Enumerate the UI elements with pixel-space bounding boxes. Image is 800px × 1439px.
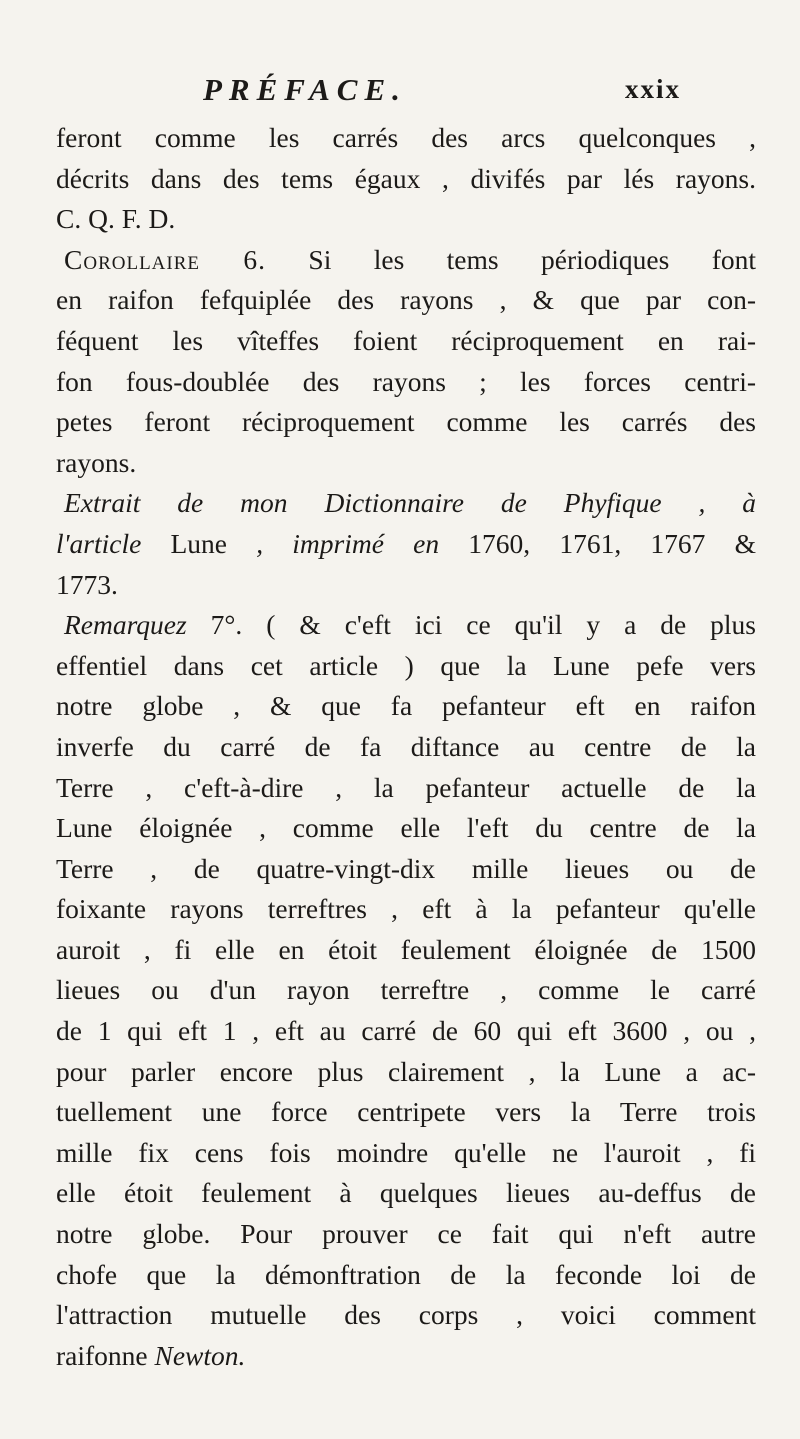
text-line: décrits dans des tems égaux , divifés par lés rayons. <box>56 162 756 194</box>
text-run: , imprimé en <box>227 527 469 559</box>
body-text <box>56 118 756 1376</box>
text-line: Terre , de quatre-vingt-dix mille lieues ou de <box>56 852 756 884</box>
text-run: Lune <box>170 527 228 559</box>
text-line: en raifon fefquiplée des rayons , & que par con- <box>56 284 756 316</box>
text-line: pour parler encore plus clairement , la Lune a ac- <box>56 1055 756 1087</box>
remark-heading: Remarquez <box>64 609 187 641</box>
page-number: xxix <box>625 74 682 104</box>
text-line: de 1 qui eft 1 , eft au carré de 60 qui eft 3600 , ou , <box>56 1015 756 1047</box>
text-line <box>56 605 756 646</box>
text-run: raifonne <box>56 1339 155 1371</box>
text-line <box>56 1336 756 1377</box>
text-line: 1773. <box>56 568 118 600</box>
text-run: Si les tems périodiques font <box>266 243 756 275</box>
text-line: féquent les vîteffes foient réciproquement en rai- <box>56 324 756 356</box>
text-line <box>56 240 756 281</box>
text-run: l'article <box>56 527 171 559</box>
text-line: tuellement une force centripete vers la Terre trois <box>56 1096 756 1128</box>
author-name: Newton. <box>154 1339 246 1371</box>
corollary-heading: Corollaire 6. <box>64 243 267 275</box>
text-line: fon fous-doublée des rayons ; les forces centri- <box>56 365 756 397</box>
text-line: chofe que la démonftration de la feconde loi de <box>56 1258 756 1290</box>
text-line: notre globe , & que fa pefanteur eft en raifon <box>56 690 756 722</box>
text-line: petes feront réciproquement comme les carrés des <box>56 406 756 438</box>
text-line: feront comme les carrés des arcs quelconques , <box>56 122 756 153</box>
text-line: l'attraction mutuelle des corps , voici comment <box>56 1299 756 1331</box>
text-run: 7°. ( & c'eft ici ce qu'il y a de plus <box>186 609 756 641</box>
running-title: PRÉFACE. <box>203 72 407 107</box>
text-line: rayons. <box>56 446 137 478</box>
page-header <box>0 72 800 112</box>
text-line <box>56 524 756 565</box>
text-line: Lune éloignée , comme elle l'eft du centre de la <box>56 812 756 844</box>
text-line: elle étoit feulement à quelques lieues au-deffus de <box>56 1177 756 1209</box>
extract-heading: Extrait de mon Dictionnaire de Phyfique , à <box>64 487 756 519</box>
text-line: foixante rayons terreftres , eft à la pefanteur qu'elle <box>56 893 756 925</box>
text-line: C. Q. F. D. <box>56 203 176 235</box>
text-line: auroit , fi elle en étoit feulement éloignée de 1500 <box>56 933 756 965</box>
text-line: lieues ou d'un rayon terreftre , comme le carré <box>56 974 756 1006</box>
text-run: 1760, 1761, 1767 & <box>468 527 756 559</box>
text-line: effentiel dans cet article ) que la Lune pefe vers <box>56 649 756 681</box>
text-line: mille fix cens fois moindre qu'elle ne l'auroit , fi <box>56 1136 756 1168</box>
text-line: inverfe du carré de fa diftance au centre de la <box>56 730 756 762</box>
text-line: notre globe. Pour prouver ce fait qui n'eft autre <box>56 1218 756 1250</box>
text-line: Terre , c'eft-à-dire , la pefanteur actuelle de la <box>56 771 756 803</box>
